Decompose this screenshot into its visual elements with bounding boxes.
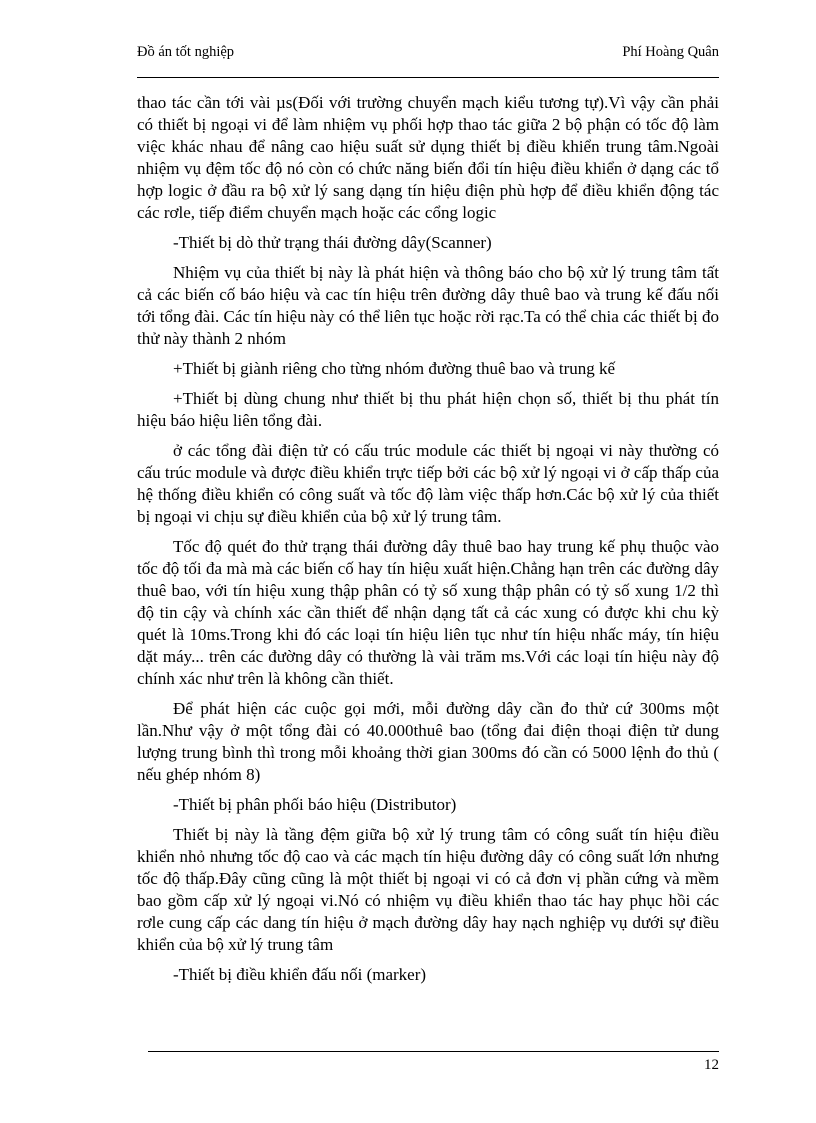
header-document-title: Đồ án tốt nghiệp (137, 44, 235, 60)
header-divider (137, 77, 719, 78)
page-header (137, 44, 719, 68)
header-author: Phí Hoàng Quân (622, 44, 719, 60)
subheading-marker: -Thiết bị điều khiển đấu nối (marker) (173, 965, 427, 984)
footer-divider (148, 1051, 719, 1052)
subheading-scanner: -Thiết bị dò thử trạng thái đường dây(Scanner) (173, 233, 492, 252)
paragraph-continuation: thao tác cần tới vài µs(Đối với trường chuyển mạch kiểu tương tự).Vì vậy cần phải có thiết bị ngoại vi để làm nhiệm vụ phối hợp thao tác giữa 2 bộ phận có tốc độ làm việc khác nhau để nâng cao hiệu suất sử dụng thiết bị điều khiển trung tâm.Ngoài nhiệm vụ đệm tốc độ nó còn có chức năng biến đổi tín hiệu điều khiển ở dạng các tổ hợp logic ở đầu ra bộ xử lý sang dạng tín hiệu điện phù hợp để điều khiển động tác các rơle, tiếp điểm chuyển mạch hoặc các cổng logic (137, 93, 719, 222)
subheading-distributor: -Thiết bị phân phối báo hiệu (Distributor) (173, 795, 457, 814)
page-number: 12 (704, 1057, 719, 1073)
paragraph: Thiết bị này là tầng đệm giữa bộ xử lý trung tâm có công suất tín hiệu điều khiển nhỏ nhưng tốc độ cao và các mạch tín hiệu đường dây có công suất lớn nhưng tốc độ thấp.Đây cũng cũng là một thiết bị ngoại vi có cả đơn vị phần cứng và mềm bao gồm cấp xử lý ngoại vi.Nó có nhiệm vụ điều khiển thao tác hay phục hồi các rơle cung cấp các dang tín hiệu ở mạch đường dây hay nạch nghiệp vụ dưới sự điều khiển của bộ xử lý trung tâm (137, 825, 719, 954)
paragraph: ở các tổng đài điện tử có cấu trúc module các thiết bị ngoại vi này thường có cấu trúc module và được điều khiển trực tiếp bởi các bộ xử lý ngoại vi ở cấp thấp của hệ thống điều khiển có công suất và tốc độ làm việc thấp hơn.Các bộ xử lý của thiết bị ngoại vi chịu sự điều khiển của bộ xử lý trung tâm. (137, 441, 719, 526)
list-item: +Thiết bị dùng chung như thiết bị thu phát hiện chọn số, thiết bị thu phát tín hiệu báo hiệu liên tổng đài. (137, 389, 719, 430)
paragraph: Để phát hiện các cuộc gọi mới, mỗi đường dây cần đo thử cứ 300ms một lần.Như vậy ở một tổng đài có 40.000thuê bao (tổng đai điện thoại điện tử dung lượng trung bình thì trong mỗi khoảng thời gian 300ms đó cần có 5000 lệnh đo thủ ( nếu ghép nhóm 8) (137, 699, 719, 784)
paragraph: Nhiệm vụ của thiết bị này là phát hiện và thông báo cho bộ xử lý trung tâm tất cả các biến cố báo hiệu và cac tín hiệu trên đường dây thuê bao và trung kế đấu nối tới tổng đài. Các tín hiệu này có thể liên tục hoặc rời rạc.Ta có thể chia các thiết bị đo thử này thành 2 nhóm (137, 263, 719, 348)
paragraph: Tốc độ quét đo thử trạng thái đường dây thuê bao hay trung kế phụ thuộc vào tốc độ tối đa mà mà các biến cố hay tín hiệu xuất hiện.Chẳng hạn trên các đường dây thuê bao, với tín hiệu xung thập phân có tỷ số xung thập phân có tỷ số xung 1/2 thì độ tin cậy và chính xác cần thiết để nhận dạng tất cả các xung có được khi chu kỳ quét là 10ms.Trong khi đó các loại tín hiệu liên tục như tín hiệu nhấc máy, tín hiệu dặt máy... trên các đường dây có thường là vài trăm ms.Với các loại tín hiệu này độ chính xác như trên là không cần thiết. (137, 537, 719, 688)
list-item: +Thiết bị giành riêng cho từng nhóm đường thuê bao và trung kế (173, 359, 616, 378)
page-body (137, 92, 719, 994)
